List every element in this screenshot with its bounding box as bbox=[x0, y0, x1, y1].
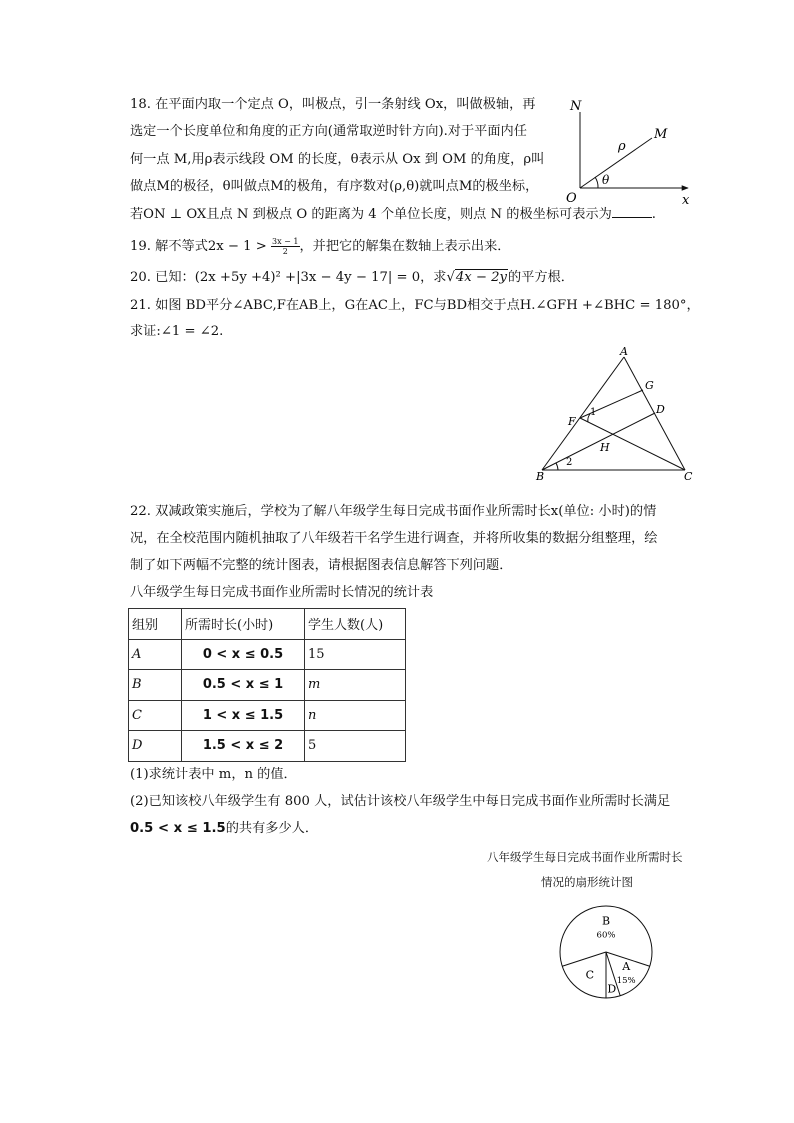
pie-label-A: A bbox=[622, 960, 631, 974]
label-A: A bbox=[620, 345, 628, 358]
cell-count: m bbox=[305, 670, 406, 701]
q19-num: 3x − 1 bbox=[272, 237, 299, 246]
q20-sqrt: 4x − 2y bbox=[455, 270, 508, 285]
label-angle1: 1 bbox=[590, 407, 597, 418]
cell-group: B bbox=[129, 670, 182, 701]
table-row bbox=[129, 731, 406, 762]
cell-duration: 0 < x ≤ 0.5 bbox=[182, 639, 305, 670]
q19 bbox=[130, 237, 511, 256]
q22-part2-line1: (2)已知该校八年级学生有 800 人，试估计该校八年级学生中每日完成书面作业所需时长满足 bbox=[130, 794, 671, 809]
q19-fraction bbox=[271, 237, 299, 256]
q18-line2: 选定一个长度单位和角度的正方向(通常取逆时针方向).对于平面内任 bbox=[130, 124, 527, 139]
cell-group: A bbox=[129, 639, 182, 670]
q22-part1: (1)求统计表中 m，n 的值． bbox=[130, 767, 297, 782]
segment-bd bbox=[542, 413, 655, 470]
label-theta: θ bbox=[602, 173, 610, 187]
pie-title: 八年级学生每日完成书面作业所需时长 bbox=[487, 850, 683, 864]
label-F: F bbox=[568, 415, 576, 428]
q18-line5-text: 若ON ⊥ OX且点 N 到极点 O 的距离为 4 个单位长度，则点 N 的极坐标可表示为 bbox=[130, 207, 612, 222]
cell-duration: 1.5 < x ≤ 2 bbox=[182, 731, 305, 762]
q18-line4: 做点M的极径，θ叫做点M的极角，有序数对(ρ,θ)就叫点M的极坐标， bbox=[130, 179, 539, 194]
label-H: H bbox=[600, 441, 610, 454]
q22-range: 0.5 < x ≤ 1.5 bbox=[130, 821, 226, 836]
q18-line3: 何一点 M,用ρ表示线段 OM 的长度，θ表示从 Ox 到 OM 的角度，ρ叫 bbox=[130, 152, 545, 167]
om-segment bbox=[580, 138, 652, 188]
pie-subtitle: 情况的扇形统计图 bbox=[541, 875, 633, 889]
q20-pre: 20. 已知：(2x +5y +4)² +|3x − 4y − 17| = 0，求 bbox=[130, 270, 447, 285]
stat-table bbox=[128, 608, 406, 762]
cell-count: 15 bbox=[305, 639, 406, 670]
label-x: x bbox=[682, 193, 690, 208]
q22-line1: 22. 双减政策实施后，学校为了解八年级学生每日完成书面作业所需时长x(单位: 小时)的情 bbox=[130, 504, 657, 519]
q18-end: . bbox=[651, 207, 656, 222]
q19-post: ，并把它的解集在数轴上表示出来． bbox=[299, 239, 511, 254]
q19-pre: 19. 解不等式2x − 1 > bbox=[130, 239, 267, 254]
cell-count: 5 bbox=[305, 731, 406, 762]
cell-count: n bbox=[305, 700, 406, 731]
label-angle2: 2 bbox=[566, 457, 573, 468]
pie-label-D: D bbox=[607, 982, 617, 996]
label-rho: ρ bbox=[618, 139, 626, 154]
angle2-arc bbox=[556, 463, 558, 470]
cell-group: D bbox=[129, 731, 182, 762]
cell-duration: 0.5 < x ≤ 1 bbox=[182, 670, 305, 701]
label-B: B bbox=[536, 470, 545, 483]
header-group: 组别 bbox=[129, 609, 182, 640]
q19-den: 2 bbox=[282, 247, 288, 256]
q22-part2-tail: 的共有多少人． bbox=[225, 821, 319, 836]
label-G: G bbox=[645, 379, 654, 392]
q22-line2: 况，在全校范围内随机抽取了八年级若干名学生进行调查，并将所收集的数据分组整理，绘 bbox=[130, 531, 658, 546]
q22-line3: 制了如下两幅不完整的统计图表，请根据图表信息解答下列问题． bbox=[130, 558, 513, 573]
label-N: N bbox=[570, 99, 582, 114]
side-ab bbox=[542, 357, 624, 470]
table-title: 八年级学生每日完成书面作业所需时长情况的统计表 bbox=[130, 585, 434, 600]
q20 bbox=[130, 269, 574, 287]
table-row bbox=[129, 700, 406, 731]
pie-percent-A: 15% bbox=[616, 976, 636, 987]
q18-line1: 18. 在平面内取一个定点 O，叫极点，引一条射线 Ox，叫做极轴，再 bbox=[130, 97, 536, 112]
label-O: O bbox=[566, 191, 577, 206]
table-row bbox=[129, 639, 406, 670]
theta-arc bbox=[595, 177, 598, 188]
label-D: D bbox=[656, 403, 665, 416]
table-header-row bbox=[129, 609, 406, 640]
q22-part2-line2 bbox=[130, 820, 318, 838]
pie-chart bbox=[548, 904, 672, 1000]
header-count: 学生人数(人) bbox=[305, 609, 406, 640]
polar-figure bbox=[560, 98, 700, 210]
label-C: C bbox=[684, 470, 693, 483]
table-row bbox=[129, 670, 406, 701]
pie-label-B: B bbox=[601, 914, 611, 928]
pie-percent-B: 60% bbox=[596, 930, 616, 941]
segment-fc bbox=[580, 418, 685, 470]
triangle-figure bbox=[530, 345, 700, 483]
q20-post: 的平方根． bbox=[508, 270, 574, 285]
cell-duration: 1 < x ≤ 1.5 bbox=[182, 700, 305, 731]
q21-line2: 求证:∠1 = ∠2. bbox=[130, 324, 224, 339]
q21-line1: 21. 如图 BD平分∠ABC,F在AB上，G在AC上，FC与BD相交于点H.∠GFH +∠BHC = 180°， bbox=[130, 298, 700, 313]
pie-label-C: C bbox=[585, 968, 594, 982]
sqrt-symbol: √ bbox=[446, 270, 455, 285]
header-duration: 所需时长(小时) bbox=[182, 609, 305, 640]
label-M: M bbox=[654, 127, 668, 142]
cell-group: C bbox=[129, 700, 182, 731]
